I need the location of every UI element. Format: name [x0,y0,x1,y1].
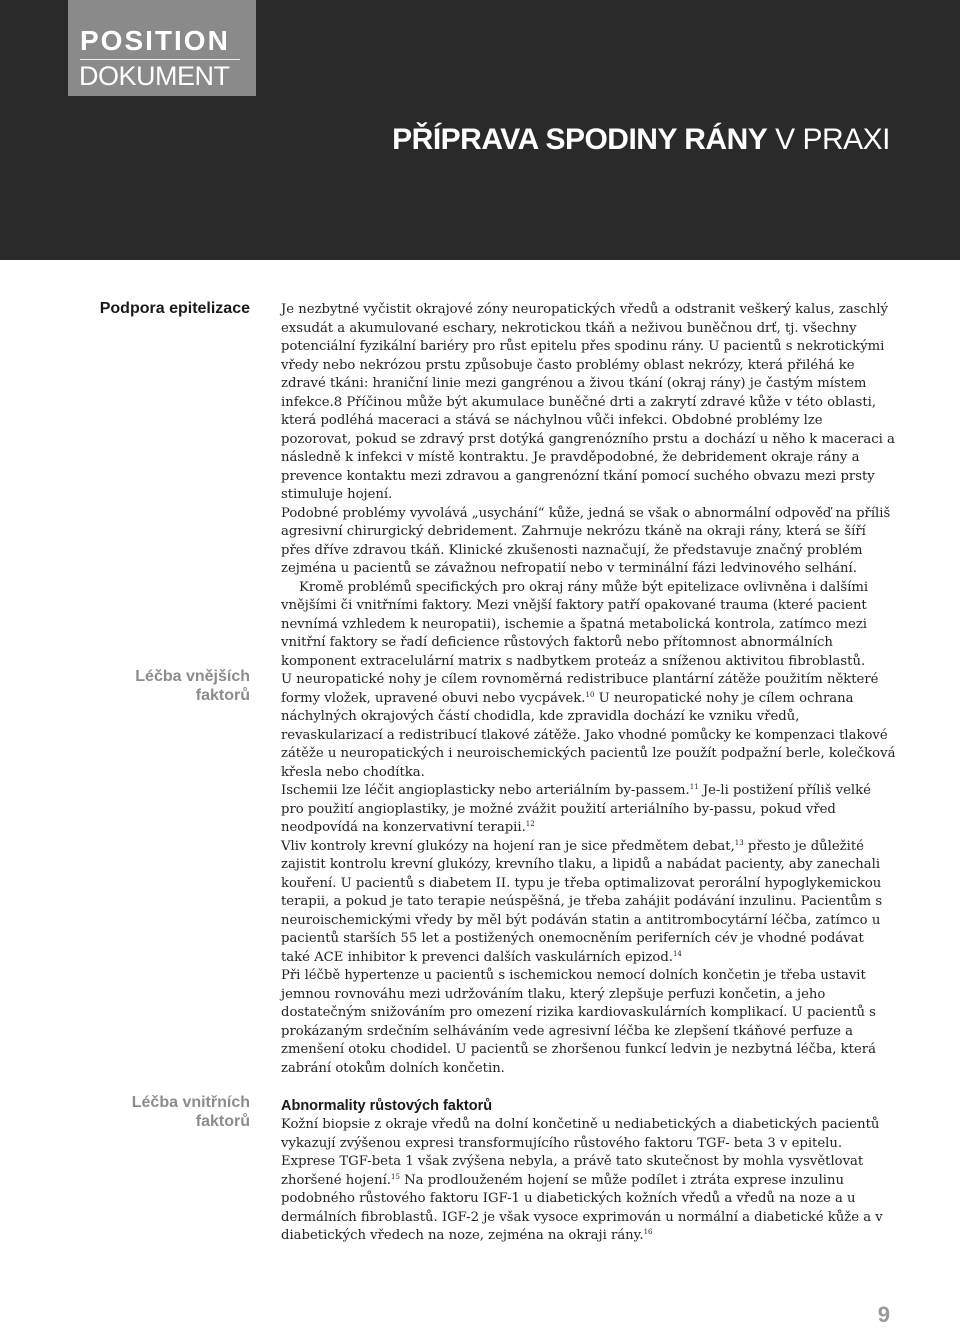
section-label-vnitrni-line1: Léčba vnitřních [131,1094,250,1111]
footnote-ref: 16 [643,1228,653,1236]
page-title-bold: PŘÍPRAVA SPODINY RÁNY [392,123,768,156]
text: Ischemii lze léčit angioplasticky nebo arteriálním by-passem. [281,783,690,798]
text: Na prodlouženém hojení se může podílet i ztráta exprese inzulinu podobného růstového faktoru IGF-1 u diabetických kožních vředů a vředů na noze a u dermálních fibroblastů. IGF-2 je však vysoce exprimován u normální a diabetické kůže a v diabetických vředech na noze, zejména na okraji rány. [281,1172,883,1243]
section-label-vnejsi-line1: Léčba vnějších [135,668,250,685]
footnote-ref: 14 [672,949,682,958]
paragraph [281,671,896,782]
text: U neuropatické nohy je cílem ochrana náchylných okrajových částí chodidla, kde zpravidla dochází ke vzniku vředů, revaskularizací a redistribucí tlakové zátěže. Jako vhodné pomůcky ke kompenzaci tlakové zátěže u neuropatických i neuroischemických pacientů lze použít podpažní berle, kolečková křesla nebo chodítka. [281,690,896,780]
badge-divider [80,59,240,60]
footnote-ref: 10 [585,690,595,699]
footnote-ref: 11 [689,783,699,791]
text: Kožní biopsie z okraje vředů na dolní končetině u nediabetických a diabetických pacientů vykazují zvýšenou expresi transformujícího růstového faktoru TGF- beta 3 v epitelu. Exprese TGF-beta 1 však zvýšena nebyla, a právě tato skutečnost by mohla vysvětlovat zhoršené hojení. [281,1117,880,1188]
section-label-vnitrni [132,1093,250,1131]
paragraph: Při léčbě hypertenze u pacientů s ischemickou nemocí dolních končetin je třeba ustavit jemnou rovnováhu mezi udržováním tlaku, který zlepšuje perfuzi končetin, a jeho dostatečným snižováním pro omezení rizika kardiovaskulárních komplikací. U pacientů s prokázaným srdečním selháváním vede agresivní léčba ke zlepšení tkáňové perfuze a zmenšení otoku chodidel. U pacientů se zhoršenou funkcí ledvin je nezbytná léčba, která zabrání otokům dolních končetin. [281,968,876,1076]
section-label-vnitrni-line2: faktorů [195,1113,250,1130]
paragraph: Je nezbytné vyčistit okrajové zóny neuropatických vředů a odstranit veškerý kalus, zaschlý exsudát a akumulované eschary, nekrotickou tkáň a neživou buněčnou drť, tj. všechny potenciální fyzikální bariéry pro růst epitelu přes spodinu rány. U pacientů s nekrotickými vředy nebo nekrózou prstu způsobuje často problémy oblast nekrózy, která přiléhá ke zdravé tkáni: hraniční linie mezi gangrénou a živou tkání (okraj rány) je častým místem infekce.8 Příčinou může být akumulace buněčné drti a zakrytí zdravé kůže v této oblasti, která podléhá maceraci a stává se náchylnou vůči infekci. Obdobné problémy lze pozorovat, pokud se zdravý prst dotýká gangrenózního prstu a dochází u něho k maceraci a následně k infekci v místě kontraktu. Je pravděpodobné, že debridement okraje rány a prevence kontaktu mezi zdravou a gangrenózní tkání pomocí suchého obvazu mezi prsty stimuluje hojení. [281,302,895,502]
page-title [392,120,890,160]
paragraph [281,838,896,968]
section-label-epitelizace [100,299,250,318]
text: Vliv kontroly krevní glukózy na hojení ran je sice předmětem debat, [281,838,735,854]
footnote-ref: 12 [525,820,535,828]
badge-line1: POSITION [80,25,230,56]
footnote-ref: 15 [390,1172,400,1181]
section-label-vnejsi-line2: faktorů [195,687,250,704]
section-body-epitelizace [281,301,896,671]
paragraph: Podobné problémy vyvolává „usychání“ kůže, jedná se však o abnormální odpověď na příliš agresivní chirurgický debridement. Zahrnuje nekrózu tkáně na okraji rány, která se šíří přes dříve zdravou tkáň. Klinické zkušenosti naznačují, že představuje značný problém zejména u pacientů se závažnou nefropatií nebo v terminální fázi ledvinového selhání. [281,505,891,576]
section-body-vnitrni [281,1097,896,1246]
page-number: 9 [877,1302,890,1327]
section-body-vnejsi [281,671,896,1078]
text: Je-li postižení příliš velké pro použití angioplastiky, je možné zvážit použití arteriálního by-passu, pokud vřed neodpovídá na konzervativní terapii. [281,783,871,835]
paragraph [281,782,896,838]
section-label-vnejsi [135,667,250,705]
footnote-ref: 13 [734,838,744,847]
paragraph: Kromě problémů specifických pro okraj rány může být epitelizace ovlivněna i dalšími vnějšími či vnitřními faktory. Mezi vnější faktory patří opakované trauma (které pacient nevnímá vzhledem k neuropatii), ischemie a špatná metabolická kontrola, zatímco mezi vnitřní faktory se řadí deficience růstových faktorů nebo přítomnost abnormálních komponent extracelulární matrix s nadbytkem proteáz a sníženou aktivitou fibroblastů. [281,579,869,669]
subheading: Abnormality růstových faktorů [281,1098,493,1114]
section-label-epitelizace-text: Podpora epitelizace [99,300,250,317]
page-title-light: V PRAXI [767,123,890,156]
position-document-badge [68,0,256,96]
badge-line2: DOKUMENT [79,61,230,91]
header-band [0,0,960,260]
paragraph [281,1116,896,1246]
text: U neuropatické nohy je cílem rovnoměrná redistribuce plantární zátěže použitím některé formy vložek, upravené obuvi nebo vycpávek. [281,672,879,706]
text: přesto je důležité zajistit kontrolu krevní glukózy, krevního tlaku, a lipidů a nabádat pacienty, aby zanechali kouření. U pacientů s diabetem II. typu je třeba optimalizovat perorální hypoglykemickou terapii, a pokud je tato terapie neúspěšná, je třeba zahájit podávání inzulinu. Pacientům s neuroischemickými vředy by měl být podáván statin a antitrombocytární léčba, zatímco u pacientů starších 55 let a postižených onemocněním periferních cév je vhodné podávat také ACE inhibitor k prevenci dalších vaskulárních epizod. [281,838,883,965]
